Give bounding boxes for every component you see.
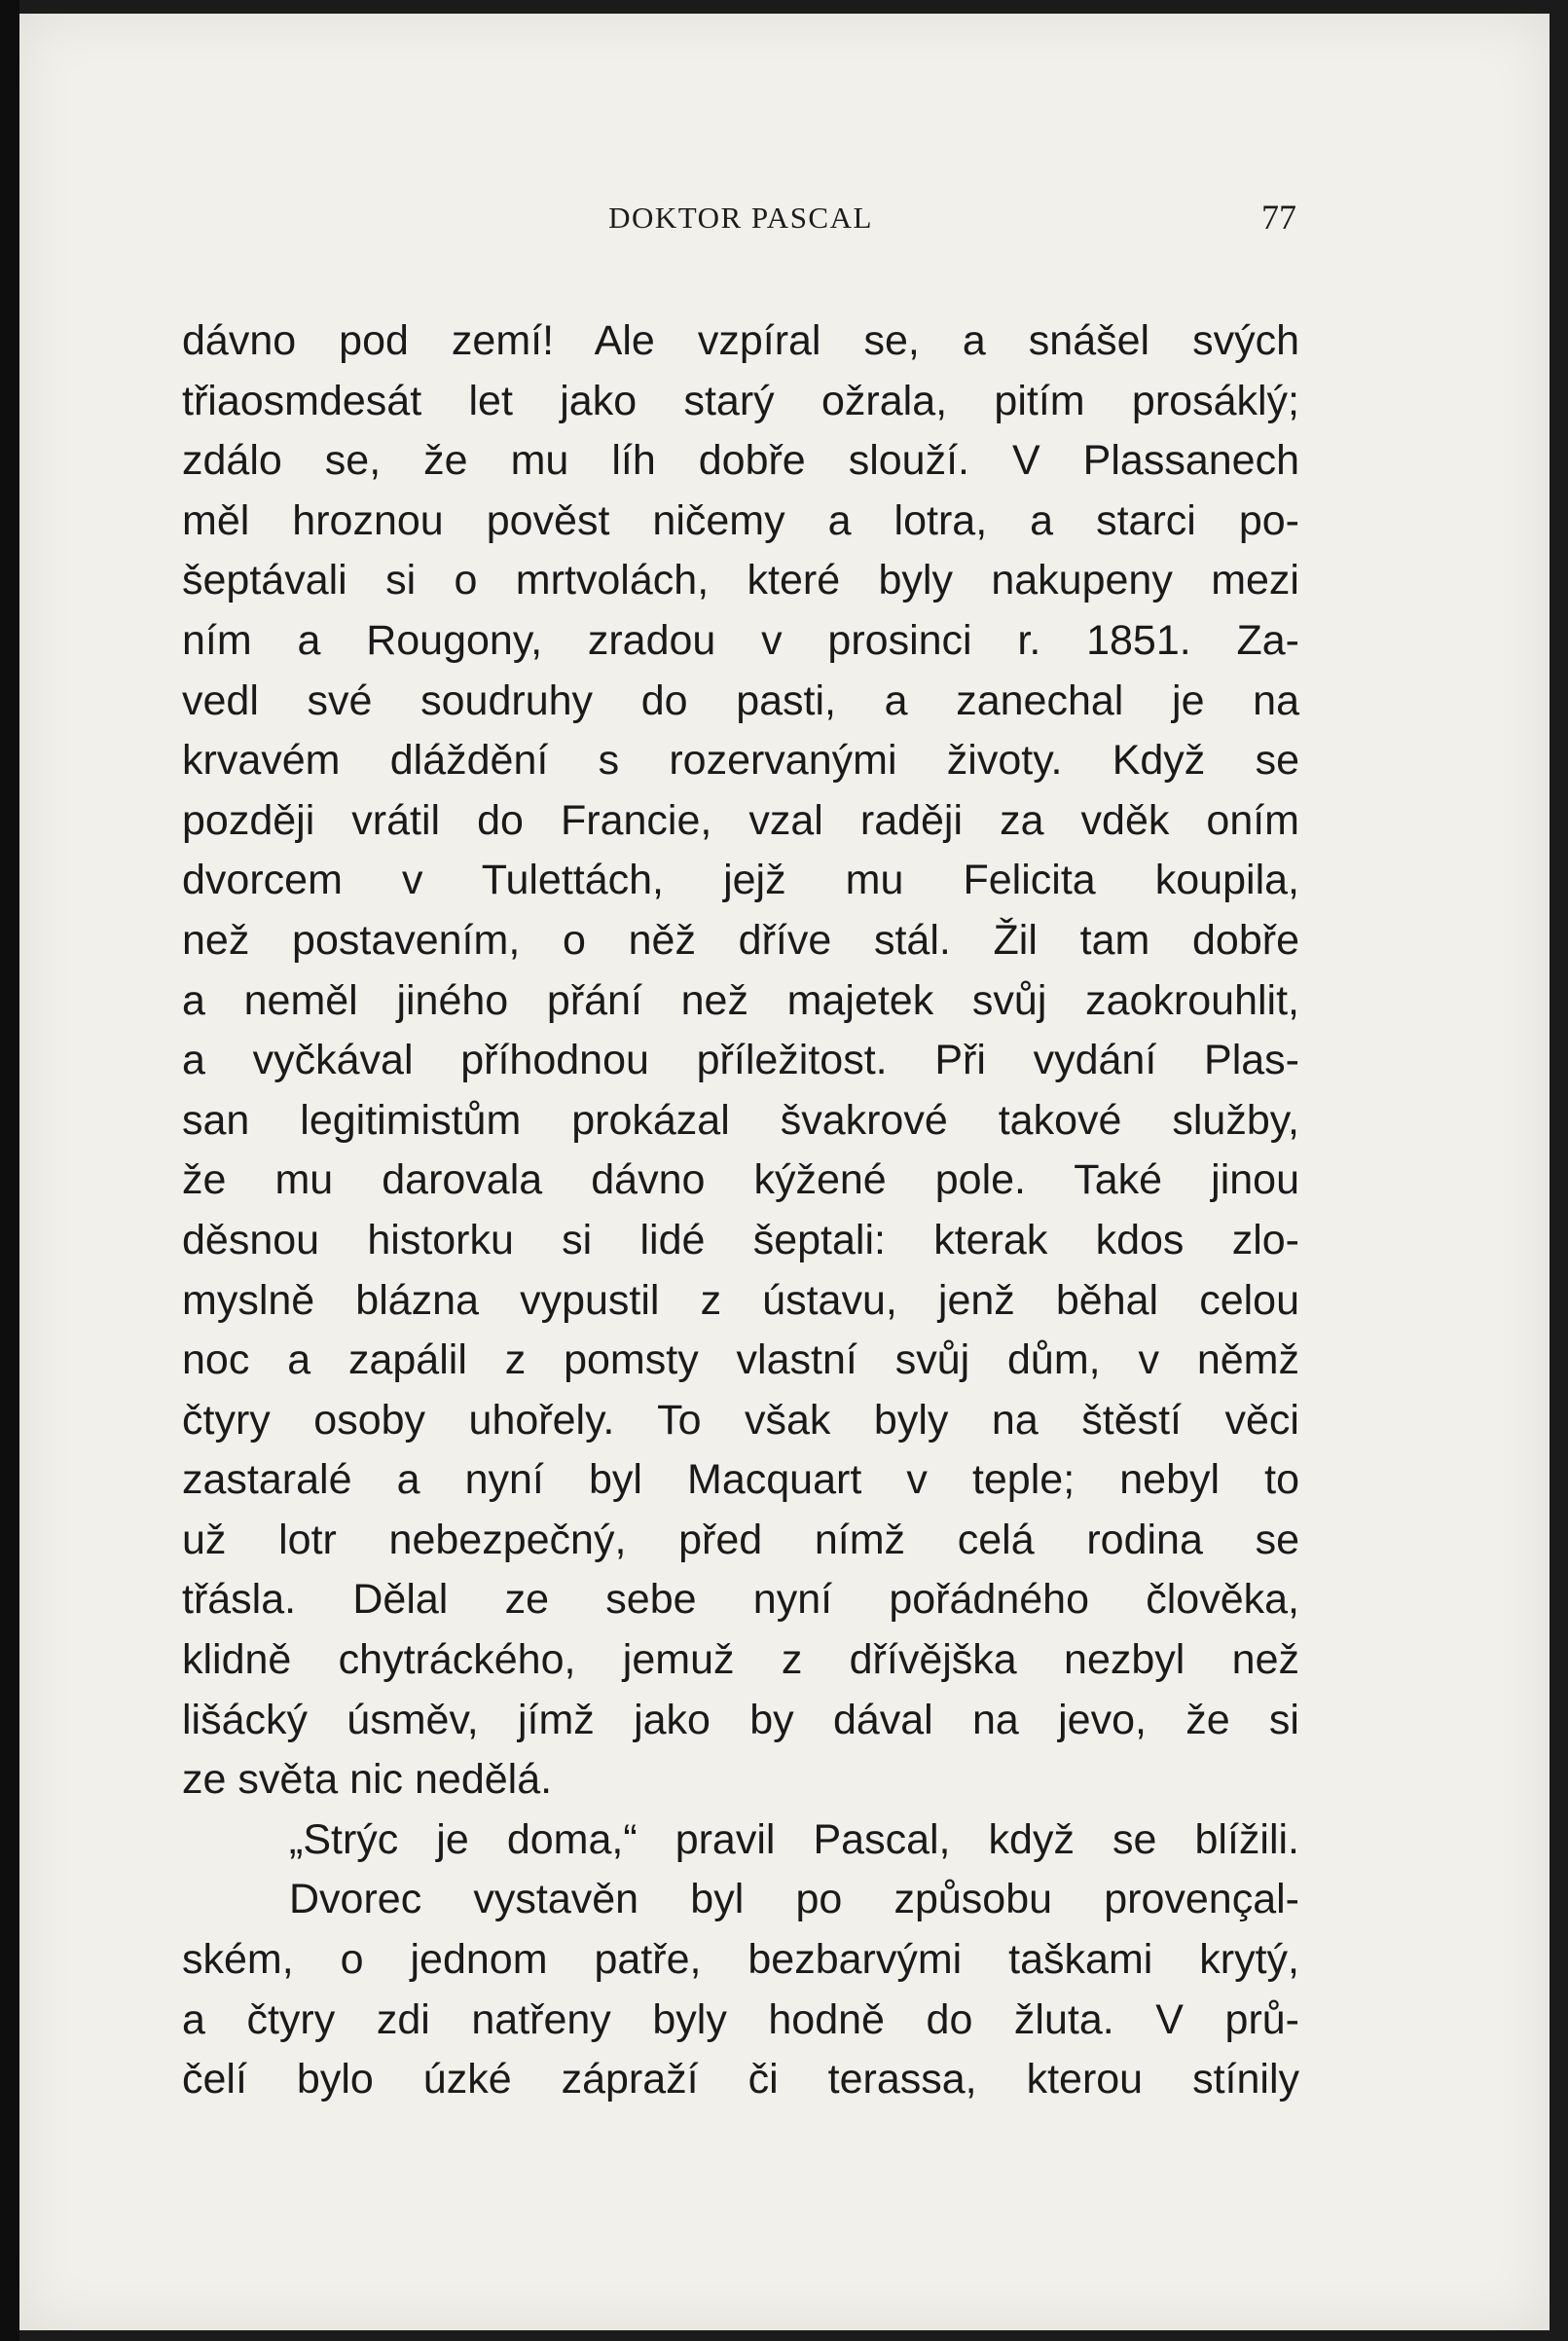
text-line: Dvorec vystavěn byl po způsobu provençal- [289,1876,1299,1923]
text-line: noc a zapálil z pomsty vlastní svůj dům, v němž [182,1336,1299,1384]
text-line: čelí bylo úzké zápraží či terassa, kterou stínily [182,2056,1299,2103]
text-line: vedl své soudruhy do pasti, a zanechal je na [182,677,1299,724]
text-line: lišácký úsměv, jímž jako by dával na jevo, že si [182,1696,1299,1743]
running-title: DOKTOR PASCAL [608,201,873,235]
text-line: zastaralé a nyní byl Macquart v teple; nebyl to [182,1456,1299,1504]
text-line: a čtyry zdi natřeny byly hodně do žluta. V prů- [182,1995,1299,2043]
text-line: později vrátil do Francie, vzal raději za vděk oním [182,796,1299,844]
text-line: že mu darovala dávno kýžené pole. Také jinou [182,1156,1299,1204]
text-line: a vyčkával příhodnou příležitost. Při vydání Plas- [182,1037,1299,1084]
text-line: krvavém dláždění s rozervanými životy. Když se [182,737,1299,785]
text-line: ním a Rougony, zradou v prosinci r. 1851. Za- [182,616,1299,664]
book-spine-shadow [0,0,19,2341]
text-line: san legitimistům prokázal švakrové takové služby, [182,1096,1299,1144]
text-line: třiaosmdesát let jako starý ožrala, pitím prosáklý; [182,377,1299,424]
text-line: zdálo se, že mu líh dobře slouží. V Plassanech [182,437,1299,485]
text-line: a neměl jiného přání než majetek svůj zaokrouhlit, [182,976,1299,1024]
text-line: dávno pod zemí! Ale vzpíral se, a snášel svých [182,317,1299,364]
text-line: šeptávali si o mrtvolách, které byly nakupeny mezi [182,557,1299,604]
body-text [182,311,1299,2110]
page-number: 77 [1261,198,1296,237]
text-line: děsnou historku si lidé šeptali: kterak kdos zlo- [182,1216,1299,1263]
running-header [185,197,1296,236]
text-line: měl hroznou pověst ničemy a lotra, a starci po- [182,496,1299,544]
text-line: už lotr nebezpečný, před nímž celá rodina se [182,1516,1299,1563]
text-line: ze světa nic nedělá. [182,1756,553,1804]
text-line: klidně chytráckého, jemuž z dřívějška nezbyl než [182,1636,1299,1684]
text-line: než postavením, o něž dříve stál. Žil tam dobře [182,916,1299,964]
text-line: dvorcem v Tulettách, jejž mu Felicita koupila, [182,857,1299,904]
text-line: myslně blázna vypustil z ústavu, jenž běhal celou [182,1276,1299,1324]
text-line: třásla. Dělal ze sebe nyní pořádného člověka, [182,1576,1299,1624]
text-line: čtyry osoby uhořely. To však byly na štěstí věci [182,1396,1299,1444]
text-line: „Strýc je doma,“ pravil Pascal, když se blížili. [289,1815,1299,1863]
text-line: ském, o jednom patře, bezbarvými taškami krytý, [182,1936,1299,1984]
